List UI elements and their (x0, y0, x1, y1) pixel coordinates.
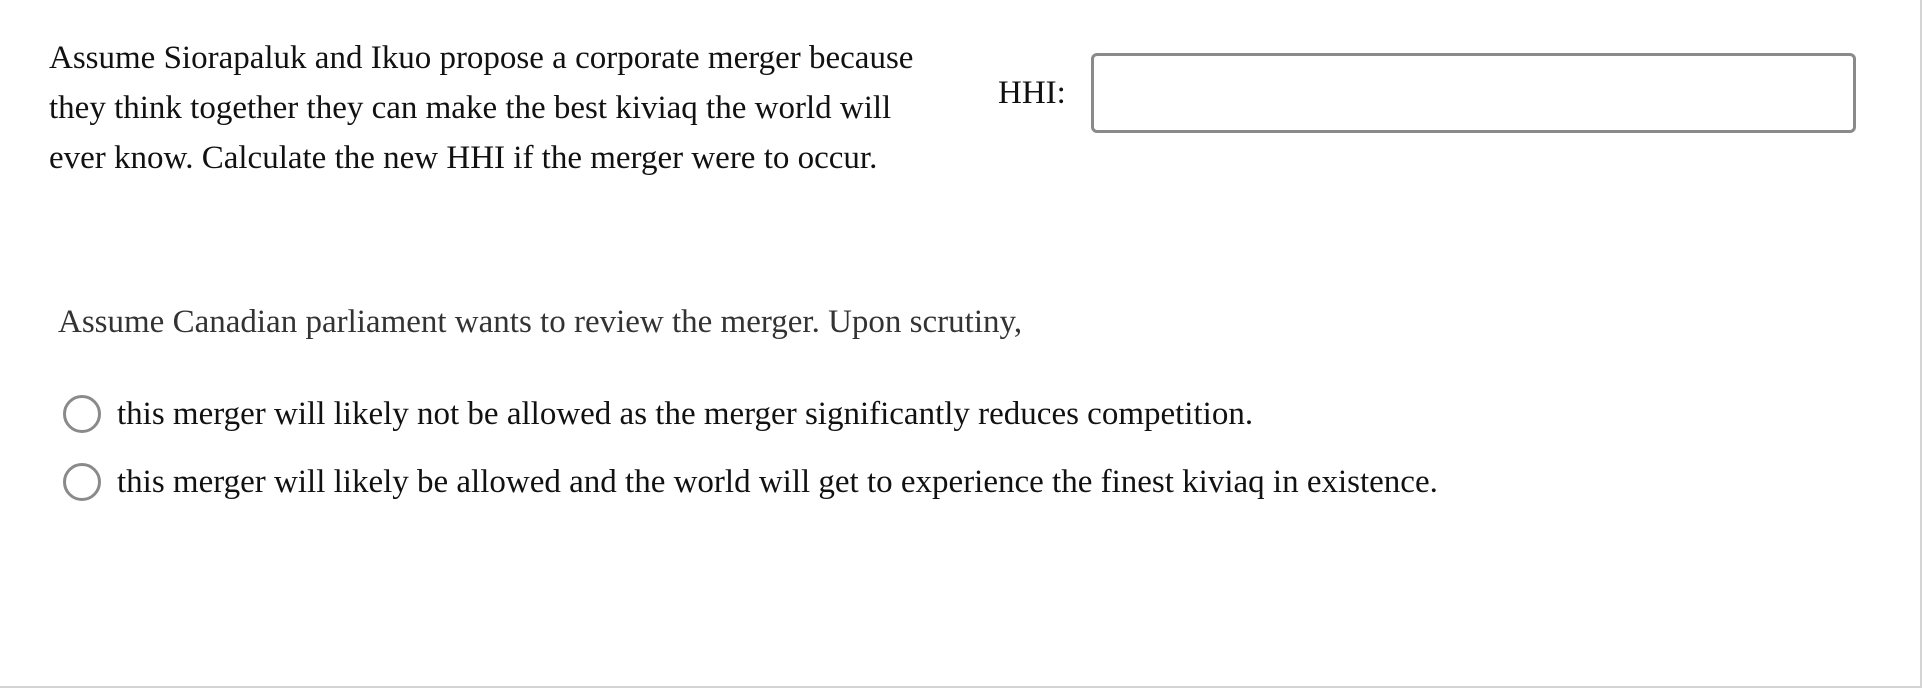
option-not-allowed[interactable] (63, 389, 1253, 439)
option-label: this merger will likely not be allowed as the merger significantly reduces competition. (117, 396, 1254, 432)
question-text: Assume Siorapaluk and Ikuo propose a corporate merger because they think together they can make the best kiviaq the world will ever know. Calculate the new HHI if the merger were to occur. (49, 40, 914, 176)
option-label: this merger will likely be allowed and the world will get to experience the finest kiviaq in existence. (117, 464, 1438, 500)
hhi-input[interactable] (1091, 53, 1856, 133)
radio-button[interactable] (63, 395, 101, 433)
radio-button[interactable] (63, 463, 101, 501)
review-prompt: Assume Canadian parliament wants to review the merger. Upon scrutiny, (58, 304, 1023, 340)
option-allowed[interactable] (63, 457, 1438, 507)
hhi-label: HHI: (998, 75, 1066, 111)
